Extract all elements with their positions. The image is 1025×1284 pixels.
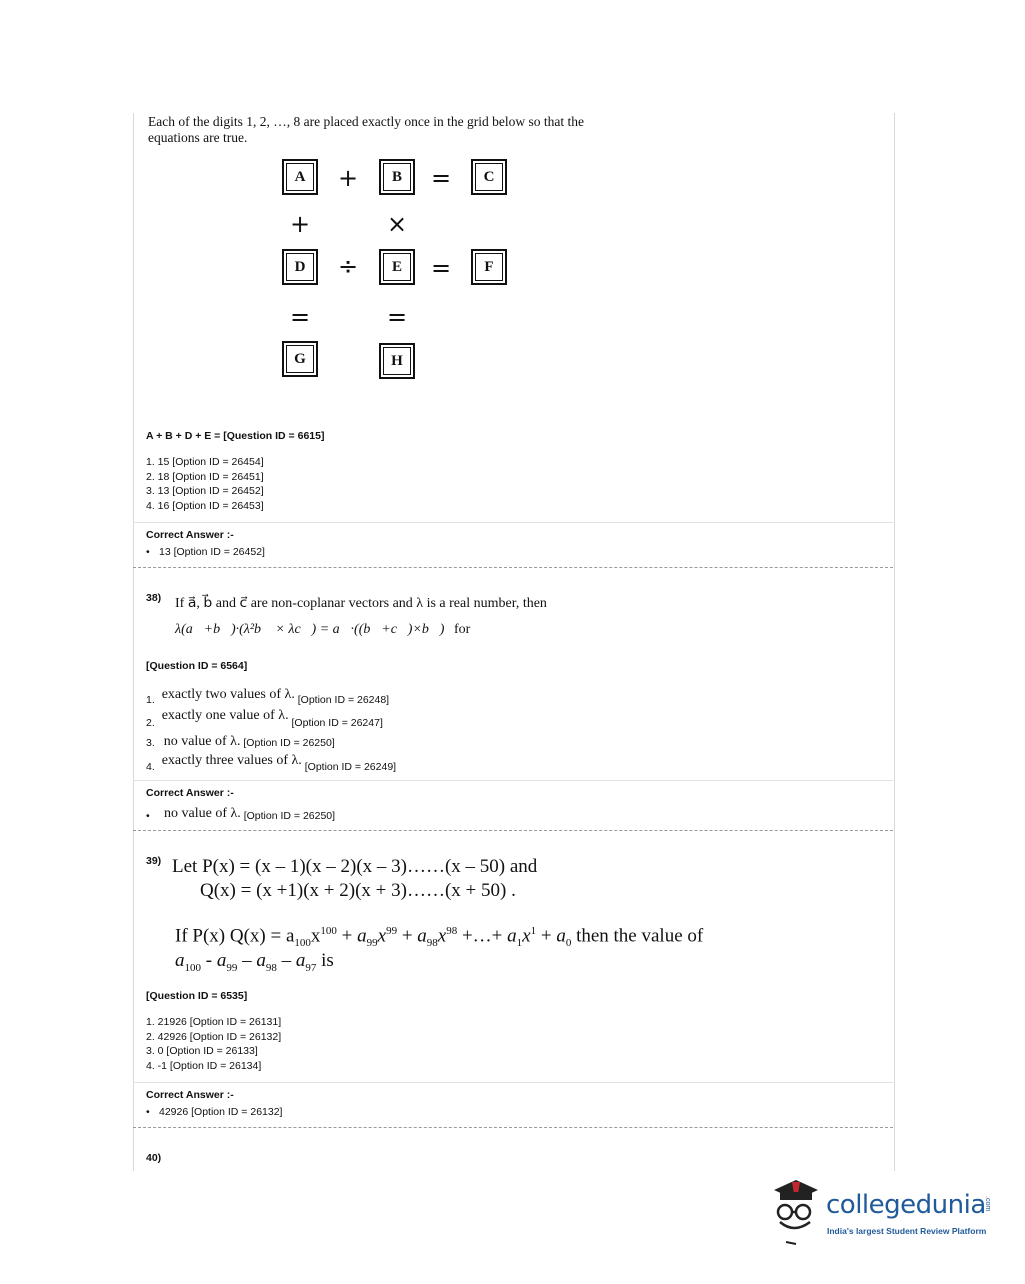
option-number: 4. [146,761,155,773]
divider [133,522,893,523]
q39-number: 39) [146,855,162,867]
correct-answer-text: no value of λ. [164,806,241,821]
q38-text-line2 [175,622,470,638]
plus-sign: + [337,164,359,192]
divider [133,780,893,781]
plus-sign: + [289,210,311,238]
q38-for: for [453,622,471,637]
mascot-icon [766,1176,826,1246]
correct-answer-text: 42926 [Option ID = 26132] [159,1106,283,1118]
q39-options [146,1015,281,1073]
q39-line4-is: is [321,950,334,971]
q39-line4: $a_{100} - a_{99} - a_{98} - a_{97}$ is [175,950,334,974]
q39-line2: Q(x) = (x +1)(x + 2)(x + 3)……(x + 50) . [200,880,516,901]
grid-cell-f: F [471,249,507,285]
option-text: exactly one value of λ. [161,708,289,723]
q38-text-line1: If a⃗, b⃗ and c⃗ are non-coplanar vectors and λ is a real number, then [175,596,547,611]
q39-line3-end: then the value of [576,925,704,947]
q38-correct-answer [146,808,335,824]
grid-cell-h: H [379,343,415,379]
grid-cell-d: D [282,249,318,285]
q37-correct-label: Correct Answer :- [146,529,234,541]
option-text: exactly three values of λ. [161,753,302,768]
q39-line3: If P(x) $Q(x) = a_{100}x^{100} + a_{99}x^{99} + a_{98}x^{98}$ +…+ $a_1x^1 + a_0$ then the value of [175,925,704,950]
option-id: [Option ID = 26248] [297,694,390,706]
correct-answer-id: [Option ID = 26250] [243,810,336,822]
option-text: exactly two values of λ. [161,687,295,702]
equals-sign: = [430,254,452,282]
option-id: [Option ID = 26249] [304,761,397,773]
q38-question-id: [Question ID = 6564] [146,660,248,672]
question-separator [133,567,893,568]
option-number: 3. [146,737,155,749]
equals-sign: = [386,303,408,331]
option-id: [Option ID = 26247] [291,717,383,729]
logo-wordmark: collegedunia [826,1190,986,1220]
q38-equation: λ(a⃗+b⃗)·(λ²b⃗ × λc⃗) = a⃗·((b⃗+c⃗)×b⃗) [175,622,445,637]
grid-cell-c: C [471,159,507,195]
grid-cell-e: E [379,249,415,285]
option-4: 4. 16 [Option ID = 26453] [146,499,264,512]
q37-intro [148,114,708,146]
question-separator [133,1127,893,1128]
bullet: • [146,810,150,822]
option-1: 1. 15 [Option ID = 26454] [146,456,264,468]
q39-correct-answer [146,1106,282,1118]
times-sign: × [386,210,408,238]
option-2: 2. 42926 [Option ID = 26132] [146,1030,282,1043]
q37-correct-answer [146,546,265,558]
option-2 [146,708,383,731]
option-id: [Option ID = 26250] [243,737,335,749]
option-4: 4. -1 [Option ID = 26134] [146,1059,262,1072]
option-1: 1. 21926 [Option ID = 26131] [146,1016,282,1028]
q37-question: A + B + D + E = [Question ID = 6615] [146,430,325,442]
grid-cell-a: A [282,159,318,195]
q37-intro-line1: Each of the digits 1, 2, …, 8 are placed exactly once in the grid below so that the [148,114,584,129]
correct-answer-text: 13 [Option ID = 26452] [159,546,265,558]
question-separator [133,830,893,831]
q40-number: 40) [146,1152,162,1164]
option-number: 1. [146,694,155,706]
option-1 [146,687,390,708]
page-frame [133,113,895,1171]
option-4 [146,753,397,775]
logo-com: .com [984,1196,991,1212]
bullet: • [146,546,150,558]
q39-question-id: [Question ID = 6535] [146,990,248,1002]
option-3: 3. 13 [Option ID = 26452] [146,485,264,497]
divide-sign: ÷ [337,252,359,280]
q39-correct-label: Correct Answer :- [146,1089,234,1101]
grid-cell-g: G [282,341,318,377]
grid-cell-b: B [379,159,415,195]
collegedunia-logo [766,1176,996,1246]
divider [133,1082,893,1083]
q38-correct-label: Correct Answer :- [146,787,234,799]
option-text: no value of λ. [163,734,241,749]
q37-options [146,455,264,513]
option-2: 2. 18 [Option ID = 26451] [146,470,264,483]
equals-sign: = [430,164,452,192]
option-number: 2. [146,717,155,729]
q38-number: 38) [146,592,162,604]
option-3 [146,735,335,751]
q37-intro-line2: equations are true. [148,130,248,145]
q39-line3-start: If P(x) Q(x) = a [175,925,295,947]
equals-sign: = [289,303,311,331]
option-3: 3. 0 [Option ID = 26133] [146,1045,258,1057]
logo-tagline: India's largest Student Review Platform [827,1226,987,1236]
bullet: • [146,1106,150,1118]
q39-line1: Let P(x) = (x – 1)(x – 2)(x – 3)……(x – 50) and [172,856,538,877]
